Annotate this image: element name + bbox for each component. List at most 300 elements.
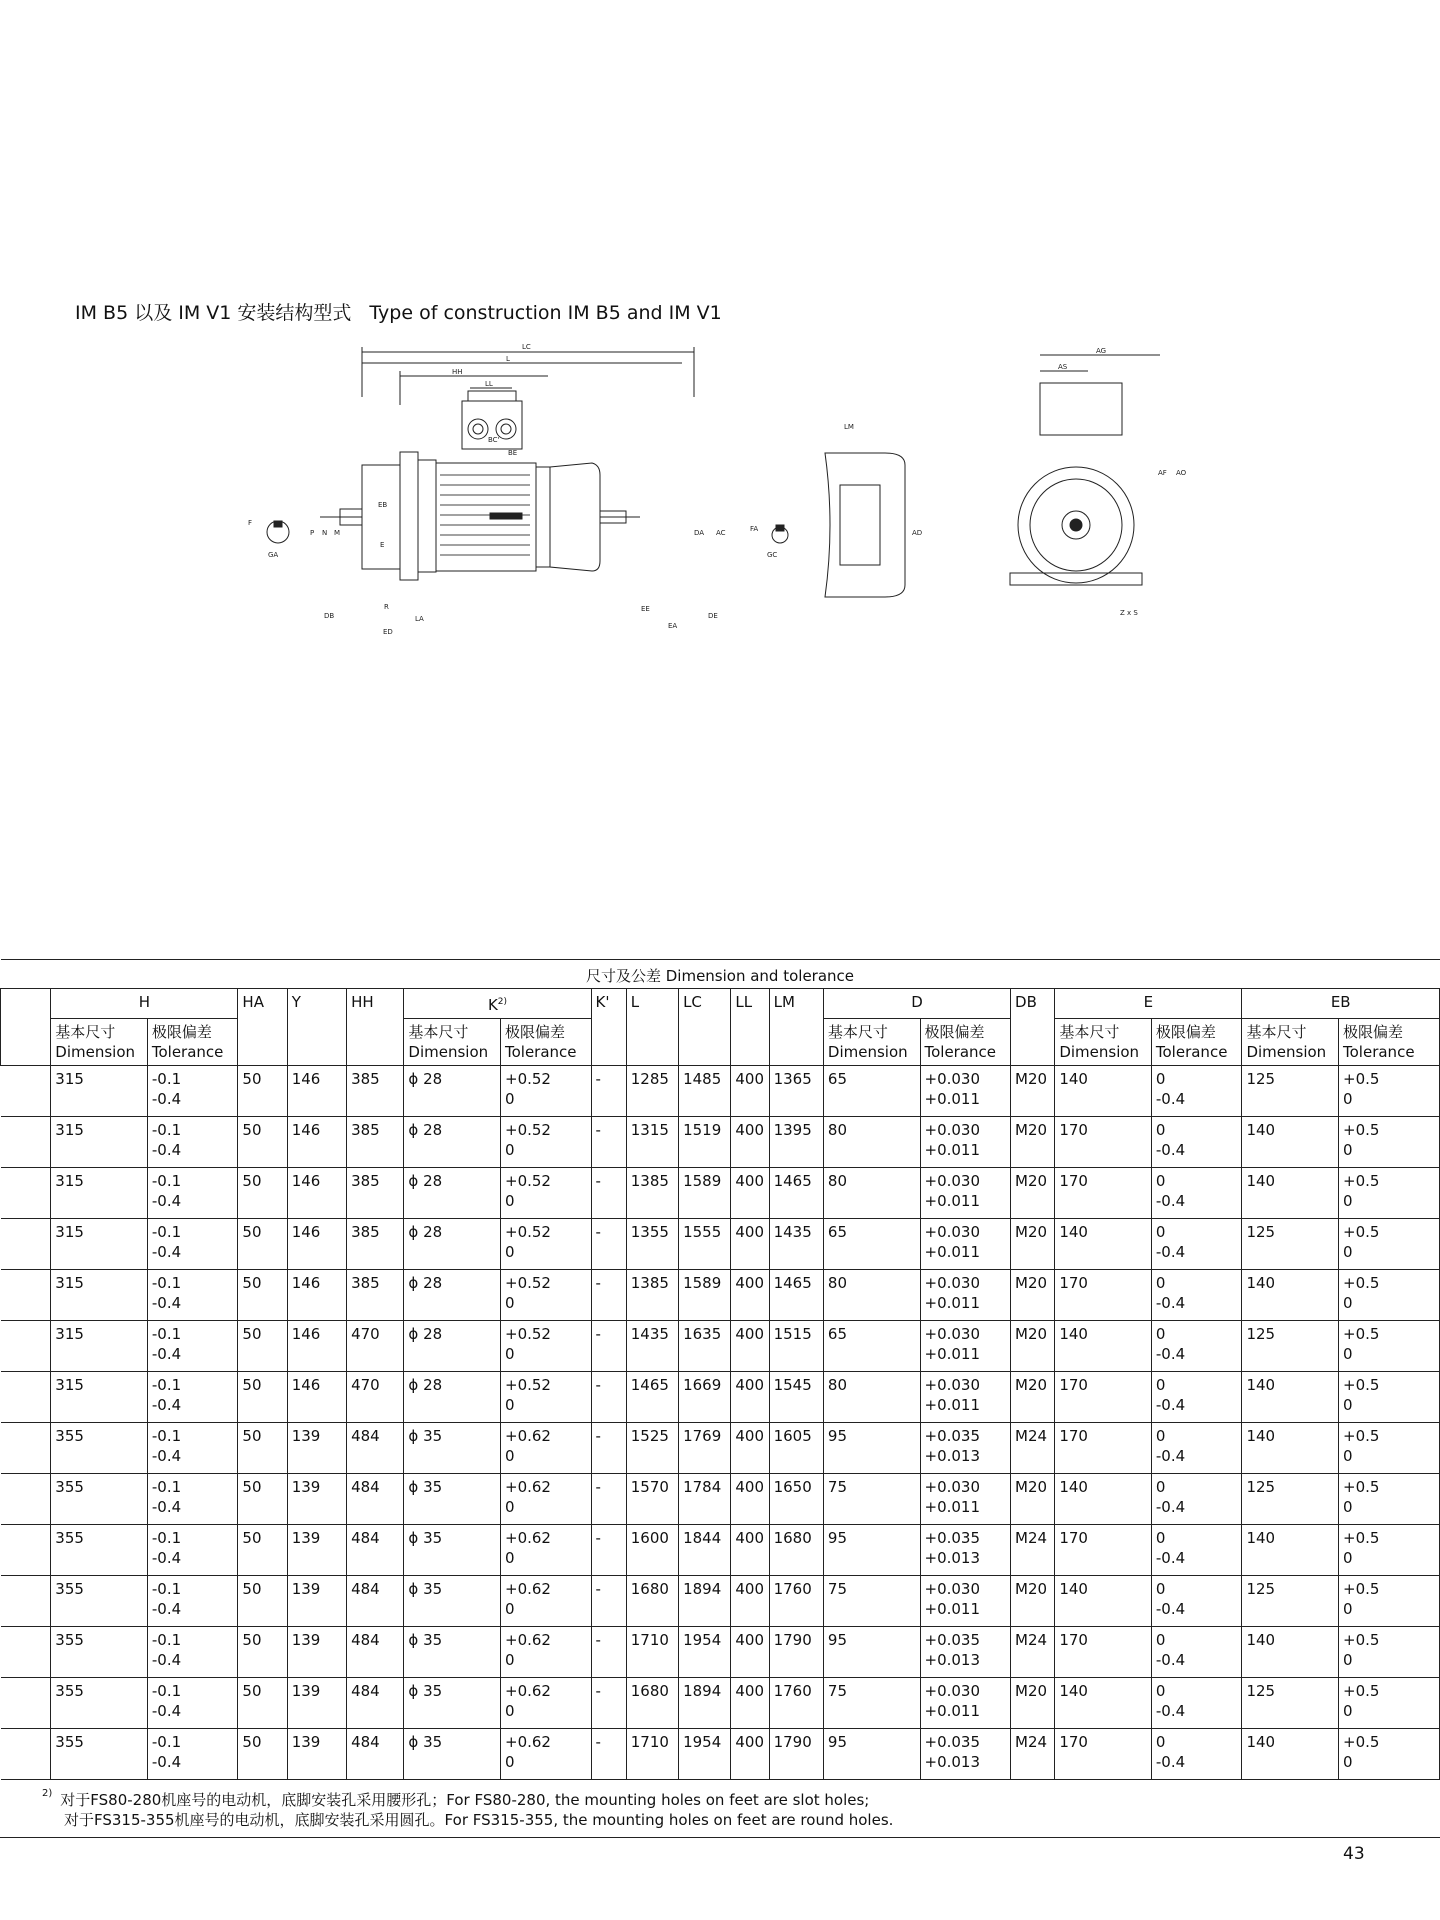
tolerance-lower: +0.011	[924, 1192, 981, 1210]
table-cell: M20	[1011, 1474, 1055, 1525]
row-spacer	[1, 1627, 51, 1678]
tolerance-lower: 0	[505, 1192, 515, 1210]
page-number: 43	[1343, 1844, 1365, 1864]
table-cell: 65	[823, 1321, 920, 1372]
label-fa: FA	[750, 525, 759, 533]
table-cell: M20	[1011, 1117, 1055, 1168]
table-cell: 355	[51, 1729, 148, 1780]
tolerance-upper: -0.1	[151, 1325, 182, 1343]
tolerance-upper: 0	[1155, 1682, 1166, 1700]
table-cell: 50	[238, 1117, 287, 1168]
row-spacer	[1, 1117, 51, 1168]
table-cell: 1589	[679, 1270, 731, 1321]
table-cell: 80	[823, 1372, 920, 1423]
table-cell	[147, 1168, 238, 1219]
table-cell: -	[591, 1270, 626, 1321]
table-cell: 385	[347, 1168, 404, 1219]
table-cell	[501, 1729, 592, 1780]
subheader-tolerance	[920, 1019, 1011, 1066]
header-y: Y	[287, 989, 346, 1066]
subheader-dimension	[1055, 1019, 1152, 1066]
table-cell: 1519	[679, 1117, 731, 1168]
header-l: L	[626, 989, 678, 1066]
tolerance-lower: 0	[1343, 1447, 1353, 1465]
subheader-en: Dimension	[408, 1043, 489, 1061]
tolerance-upper: -0.1	[151, 1580, 182, 1598]
subheader-cn: 极限偏差	[1155, 1023, 1216, 1041]
tolerance-lower: -0.4	[1155, 1243, 1186, 1261]
tolerance-lower: +0.013	[924, 1651, 981, 1669]
subheader-cn: 基本尺寸	[55, 1023, 116, 1041]
tolerance-upper: +0.62	[505, 1682, 551, 1700]
table-cell: 75	[823, 1474, 920, 1525]
table-cell	[1151, 1627, 1242, 1678]
table-cell: 315	[51, 1270, 148, 1321]
tolerance-lower: -0.4	[151, 1345, 182, 1363]
table-cell: -	[591, 1066, 626, 1117]
table-cell: ϕ 35	[404, 1423, 501, 1474]
table-cell: 146	[287, 1066, 346, 1117]
table-cell: ϕ 28	[404, 1372, 501, 1423]
table-cell: 484	[347, 1576, 404, 1627]
table-cell: 1784	[679, 1474, 731, 1525]
subheader-en: Tolerance	[505, 1043, 577, 1061]
table-cell: -	[591, 1219, 626, 1270]
table-cell: 139	[287, 1729, 346, 1780]
tolerance-lower: -0.4	[151, 1192, 182, 1210]
table-cell: 1285	[626, 1066, 678, 1117]
table-cell: 1570	[626, 1474, 678, 1525]
table-cell: 170	[1055, 1270, 1152, 1321]
table-cell: 140	[1242, 1117, 1339, 1168]
label-eb: EB	[378, 501, 388, 509]
tolerance-upper: 0	[1155, 1733, 1166, 1751]
blank-header	[1, 989, 51, 1066]
table-cell: 95	[823, 1627, 920, 1678]
tolerance-lower: 0	[1343, 1243, 1353, 1261]
subheader-tolerance	[1151, 1019, 1242, 1066]
table-cell: 1435	[626, 1321, 678, 1372]
label-de: DE	[708, 612, 718, 620]
tolerance-lower: -0.4	[1155, 1498, 1186, 1516]
tolerance-lower: -0.4	[1155, 1396, 1186, 1414]
tolerance-upper: +0.52	[505, 1172, 551, 1190]
table-cell: 484	[347, 1474, 404, 1525]
table-cell: 50	[238, 1321, 287, 1372]
table-cell: M24	[1011, 1729, 1055, 1780]
table-cell: 50	[238, 1168, 287, 1219]
tolerance-lower: +0.011	[924, 1702, 981, 1720]
table-cell: 146	[287, 1219, 346, 1270]
footer-rule	[0, 1837, 1440, 1838]
header-h: H	[51, 989, 238, 1019]
row-spacer	[1, 1270, 51, 1321]
table-cell: 315	[51, 1168, 148, 1219]
table-cell: M24	[1011, 1627, 1055, 1678]
row-spacer	[1, 1576, 51, 1627]
table-cell	[501, 1321, 592, 1372]
table-cell	[1339, 1117, 1440, 1168]
table-cell: 1485	[679, 1066, 731, 1117]
tolerance-upper: 0	[1155, 1274, 1166, 1292]
tolerance-lower: -0.4	[151, 1141, 182, 1159]
table-cell: 355	[51, 1678, 148, 1729]
table-cell: -	[591, 1627, 626, 1678]
tolerance-lower: +0.013	[924, 1753, 981, 1771]
row-spacer	[1, 1168, 51, 1219]
label-la: LA	[415, 615, 424, 623]
table-cell: 50	[238, 1474, 287, 1525]
table-cell: 50	[238, 1423, 287, 1474]
table-cell: -	[591, 1576, 626, 1627]
table-cell	[1151, 1423, 1242, 1474]
table-cell: 355	[51, 1474, 148, 1525]
table-cell: 400	[731, 1678, 769, 1729]
tolerance-lower: 0	[505, 1498, 515, 1516]
tolerance-upper: +0.035	[924, 1529, 981, 1547]
table-cell	[501, 1270, 592, 1321]
table-cell: 400	[731, 1219, 769, 1270]
table-cell	[920, 1627, 1011, 1678]
tolerance-upper: 0	[1155, 1172, 1166, 1190]
footnote	[42, 1787, 893, 1830]
tolerance-upper: 0	[1155, 1070, 1166, 1088]
table-cell: 75	[823, 1678, 920, 1729]
tolerance-lower: 0	[505, 1753, 515, 1771]
table-cell	[501, 1474, 592, 1525]
tolerance-upper: +0.5	[1343, 1529, 1380, 1547]
header-lm: LM	[769, 989, 823, 1066]
table-cell: 470	[347, 1321, 404, 1372]
tolerance-upper: +0.5	[1343, 1121, 1380, 1139]
table-body	[1, 1066, 1440, 1780]
page-title	[75, 298, 740, 325]
tolerance-upper: -0.1	[151, 1529, 182, 1547]
table-cell: 400	[731, 1066, 769, 1117]
table-cell	[501, 1372, 592, 1423]
table-cell: 95	[823, 1729, 920, 1780]
table-cell: 140	[1242, 1729, 1339, 1780]
table-cell	[1339, 1678, 1440, 1729]
tolerance-lower: +0.011	[924, 1498, 981, 1516]
tolerance-upper: +0.035	[924, 1427, 981, 1445]
table-cell	[1151, 1270, 1242, 1321]
table-cell: -	[591, 1321, 626, 1372]
table-cell	[147, 1474, 238, 1525]
table-row	[1, 1576, 1440, 1627]
tolerance-lower: -0.4	[151, 1294, 182, 1312]
tolerance-upper: +0.030	[924, 1274, 981, 1292]
tolerance-lower: -0.4	[151, 1090, 182, 1108]
subheader-cn: 基本尺寸	[1059, 1023, 1120, 1041]
table-cell: 80	[823, 1270, 920, 1321]
tolerance-upper: +0.035	[924, 1631, 981, 1649]
table-cell	[147, 1576, 238, 1627]
table-cell: 140	[1242, 1627, 1339, 1678]
subheader-en: Dimension	[1246, 1043, 1327, 1061]
table-cell	[1339, 1219, 1440, 1270]
label-lc: LC	[522, 343, 531, 351]
tolerance-lower: -0.4	[151, 1549, 182, 1567]
table-cell: ϕ 28	[404, 1321, 501, 1372]
tolerance-lower: +0.011	[924, 1294, 981, 1312]
tolerance-lower: 0	[1343, 1651, 1353, 1669]
label-ad: AD	[912, 529, 923, 537]
subheader-tolerance	[501, 1019, 592, 1066]
tolerance-lower: -0.4	[1155, 1600, 1186, 1618]
table-cell: 400	[731, 1474, 769, 1525]
table-cell: 170	[1055, 1168, 1152, 1219]
table-cell: -	[591, 1372, 626, 1423]
table-cell: 315	[51, 1219, 148, 1270]
table-cell	[1339, 1372, 1440, 1423]
table-cell: 50	[238, 1729, 287, 1780]
tolerance-lower: -0.4	[151, 1498, 182, 1516]
row-spacer	[1, 1372, 51, 1423]
header-e: E	[1055, 989, 1242, 1019]
label-zs: Z x S	[1120, 609, 1138, 617]
table-cell	[920, 1372, 1011, 1423]
table-cell: 125	[1242, 1066, 1339, 1117]
table-cell: 315	[51, 1321, 148, 1372]
label-ag: AG	[1096, 347, 1107, 355]
tolerance-upper: +0.030	[924, 1325, 981, 1343]
title-en: Type of construction IM B5 and IM V1	[369, 302, 722, 324]
table-cell: 125	[1242, 1474, 1339, 1525]
table-cell: 140	[1242, 1423, 1339, 1474]
label-be: BE	[508, 449, 518, 457]
table-row	[1, 1729, 1440, 1780]
table-cell	[147, 1066, 238, 1117]
table-cell: ϕ 35	[404, 1525, 501, 1576]
table-cell: 1355	[626, 1219, 678, 1270]
tolerance-lower: 0	[505, 1345, 515, 1363]
table-cell	[1339, 1321, 1440, 1372]
tolerance-upper: +0.030	[924, 1682, 981, 1700]
table-cell	[501, 1168, 592, 1219]
tolerance-upper: +0.52	[505, 1121, 551, 1139]
table-cell: 1395	[769, 1117, 823, 1168]
subheader-en: Dimension	[1059, 1043, 1140, 1061]
header-k	[404, 989, 591, 1019]
subheader-en: Dimension	[827, 1043, 908, 1061]
table-cell: 140	[1242, 1372, 1339, 1423]
tolerance-lower: 0	[1343, 1345, 1353, 1363]
tolerance-upper: 0	[1155, 1529, 1166, 1547]
table-cell: 1680	[626, 1678, 678, 1729]
table-cell: 146	[287, 1270, 346, 1321]
table-cell: 315	[51, 1372, 148, 1423]
table-cell: 1525	[626, 1423, 678, 1474]
table-cell: M20	[1011, 1576, 1055, 1627]
table-cell: 50	[238, 1270, 287, 1321]
label-db: DB	[324, 612, 335, 620]
tolerance-upper: -0.1	[151, 1223, 182, 1241]
subheader-tolerance	[147, 1019, 238, 1066]
subheader-cn: 基本尺寸	[827, 1023, 888, 1041]
table-cell: 1710	[626, 1729, 678, 1780]
label-bc: BC'	[488, 436, 500, 444]
label-hh: HH	[452, 368, 463, 376]
table-cell	[1339, 1423, 1440, 1474]
table-cell: 484	[347, 1423, 404, 1474]
table-cell: 139	[287, 1627, 346, 1678]
table-cell: ϕ 35	[404, 1627, 501, 1678]
table-cell: 385	[347, 1219, 404, 1270]
tolerance-lower: -0.4	[151, 1447, 182, 1465]
tolerance-upper: +0.62	[505, 1580, 551, 1598]
tolerance-lower: 0	[505, 1294, 515, 1312]
table-cell: 170	[1055, 1423, 1152, 1474]
label-p: P	[310, 529, 315, 537]
tolerance-lower: +0.011	[924, 1396, 981, 1414]
table-cell: 140	[1055, 1219, 1152, 1270]
table-cell: 65	[823, 1066, 920, 1117]
dimension-table	[0, 959, 1440, 1780]
header-kp: K'	[591, 989, 626, 1066]
table-cell: 355	[51, 1525, 148, 1576]
table-cell: 1954	[679, 1729, 731, 1780]
table-cell: 1545	[769, 1372, 823, 1423]
label-da: DA	[694, 529, 705, 537]
label-ao: AO	[1176, 469, 1187, 477]
label-n: N	[322, 529, 328, 537]
table-cell: 140	[1242, 1525, 1339, 1576]
table-cell: 1465	[769, 1270, 823, 1321]
table-cell: 140	[1242, 1270, 1339, 1321]
table-cell: 50	[238, 1219, 287, 1270]
tolerance-upper: +0.5	[1343, 1070, 1380, 1088]
tolerance-upper: 0	[1155, 1376, 1166, 1394]
tolerance-upper: -0.1	[151, 1631, 182, 1649]
table-cell: 146	[287, 1372, 346, 1423]
tolerance-lower: 0	[505, 1600, 515, 1618]
tolerance-lower: 0	[505, 1141, 515, 1159]
tolerance-upper: -0.1	[151, 1121, 182, 1139]
table-cell: 146	[287, 1168, 346, 1219]
table-cell	[1151, 1117, 1242, 1168]
tolerance-lower: 0	[1343, 1498, 1353, 1516]
table-cell	[501, 1219, 592, 1270]
table-cell: 1465	[769, 1168, 823, 1219]
tolerance-upper: -0.1	[151, 1682, 182, 1700]
motor-drawing	[240, 335, 1200, 645]
table-cell: 50	[238, 1066, 287, 1117]
tolerance-upper: -0.1	[151, 1427, 182, 1445]
table-row	[1, 1066, 1440, 1117]
tolerance-lower: -0.4	[1155, 1141, 1186, 1159]
tolerance-upper: +0.62	[505, 1733, 551, 1751]
table-cell	[920, 1729, 1011, 1780]
table-cell: 1600	[626, 1525, 678, 1576]
table-cell	[1339, 1729, 1440, 1780]
table-cell: 80	[823, 1117, 920, 1168]
table-cell: -	[591, 1117, 626, 1168]
tolerance-lower: -0.4	[1155, 1549, 1186, 1567]
tolerance-upper: 0	[1155, 1223, 1166, 1241]
table-cell	[920, 1576, 1011, 1627]
table-cell: 125	[1242, 1678, 1339, 1729]
table-cell: M24	[1011, 1525, 1055, 1576]
table-cell: 1650	[769, 1474, 823, 1525]
table-cell: 1669	[679, 1372, 731, 1423]
tolerance-lower: 0	[505, 1447, 515, 1465]
table-cell: 125	[1242, 1219, 1339, 1270]
footnote-text-1: 对于FS80-280机座号的电动机，底脚安装孔采用腰形孔；For FS80-280, the mounting holes on feet are slot holes;	[60, 1791, 870, 1809]
table-cell: 315	[51, 1117, 148, 1168]
tolerance-upper: -0.1	[151, 1478, 182, 1496]
table-cell: 139	[287, 1474, 346, 1525]
table-cell: M20	[1011, 1372, 1055, 1423]
table-cell: 1760	[769, 1576, 823, 1627]
table-cell	[501, 1117, 592, 1168]
tolerance-upper: +0.52	[505, 1325, 551, 1343]
tolerance-lower: -0.4	[151, 1396, 182, 1414]
tolerance-lower: 0	[1343, 1294, 1353, 1312]
table-cell: 1589	[679, 1168, 731, 1219]
table-cell: 400	[731, 1627, 769, 1678]
table-cell	[147, 1627, 238, 1678]
table-cell: 50	[238, 1576, 287, 1627]
table-cell: 1385	[626, 1168, 678, 1219]
table-cell: 95	[823, 1525, 920, 1576]
tolerance-upper: 0	[1155, 1580, 1166, 1598]
table-cell	[147, 1729, 238, 1780]
tolerance-upper: +0.5	[1343, 1172, 1380, 1190]
table-row	[1, 1168, 1440, 1219]
subheader-cn: 基本尺寸	[408, 1023, 469, 1041]
table-cell	[1151, 1066, 1242, 1117]
table-row	[1, 1423, 1440, 1474]
tolerance-upper: -0.1	[151, 1172, 182, 1190]
table-cell	[920, 1066, 1011, 1117]
footnote-mark: 2)	[42, 1788, 53, 1799]
table-cell: ϕ 35	[404, 1729, 501, 1780]
table-cell: 1760	[769, 1678, 823, 1729]
tolerance-lower: 0	[1343, 1192, 1353, 1210]
table-cell: 170	[1055, 1627, 1152, 1678]
tolerance-upper: +0.030	[924, 1121, 981, 1139]
table-cell	[920, 1678, 1011, 1729]
table-cell: 140	[1055, 1474, 1152, 1525]
table-cell: M20	[1011, 1678, 1055, 1729]
tolerance-lower: 0	[1343, 1753, 1353, 1771]
table-cell	[1151, 1474, 1242, 1525]
table-cell: 400	[731, 1168, 769, 1219]
table-cell: ϕ 28	[404, 1270, 501, 1321]
tolerance-lower: -0.4	[151, 1651, 182, 1669]
header-eb: EB	[1242, 989, 1440, 1019]
table-cell: 170	[1055, 1372, 1152, 1423]
tolerance-upper: -0.1	[151, 1376, 182, 1394]
tolerance-lower: 0	[1343, 1141, 1353, 1159]
tolerance-lower: 0	[505, 1090, 515, 1108]
table-row	[1, 1219, 1440, 1270]
table-row	[1, 1678, 1440, 1729]
label-gc: GC	[767, 551, 778, 559]
tolerance-upper: +0.030	[924, 1580, 981, 1598]
header-d: D	[823, 989, 1010, 1019]
tolerance-upper: +0.5	[1343, 1376, 1380, 1394]
tolerance-upper: -0.1	[151, 1733, 182, 1751]
table-row	[1, 1372, 1440, 1423]
table-cell: M24	[1011, 1423, 1055, 1474]
table-row	[1, 1270, 1440, 1321]
tolerance-lower: 0	[505, 1396, 515, 1414]
table-cell	[920, 1117, 1011, 1168]
label-l: L	[506, 355, 510, 363]
table-cell: ϕ 35	[404, 1474, 501, 1525]
